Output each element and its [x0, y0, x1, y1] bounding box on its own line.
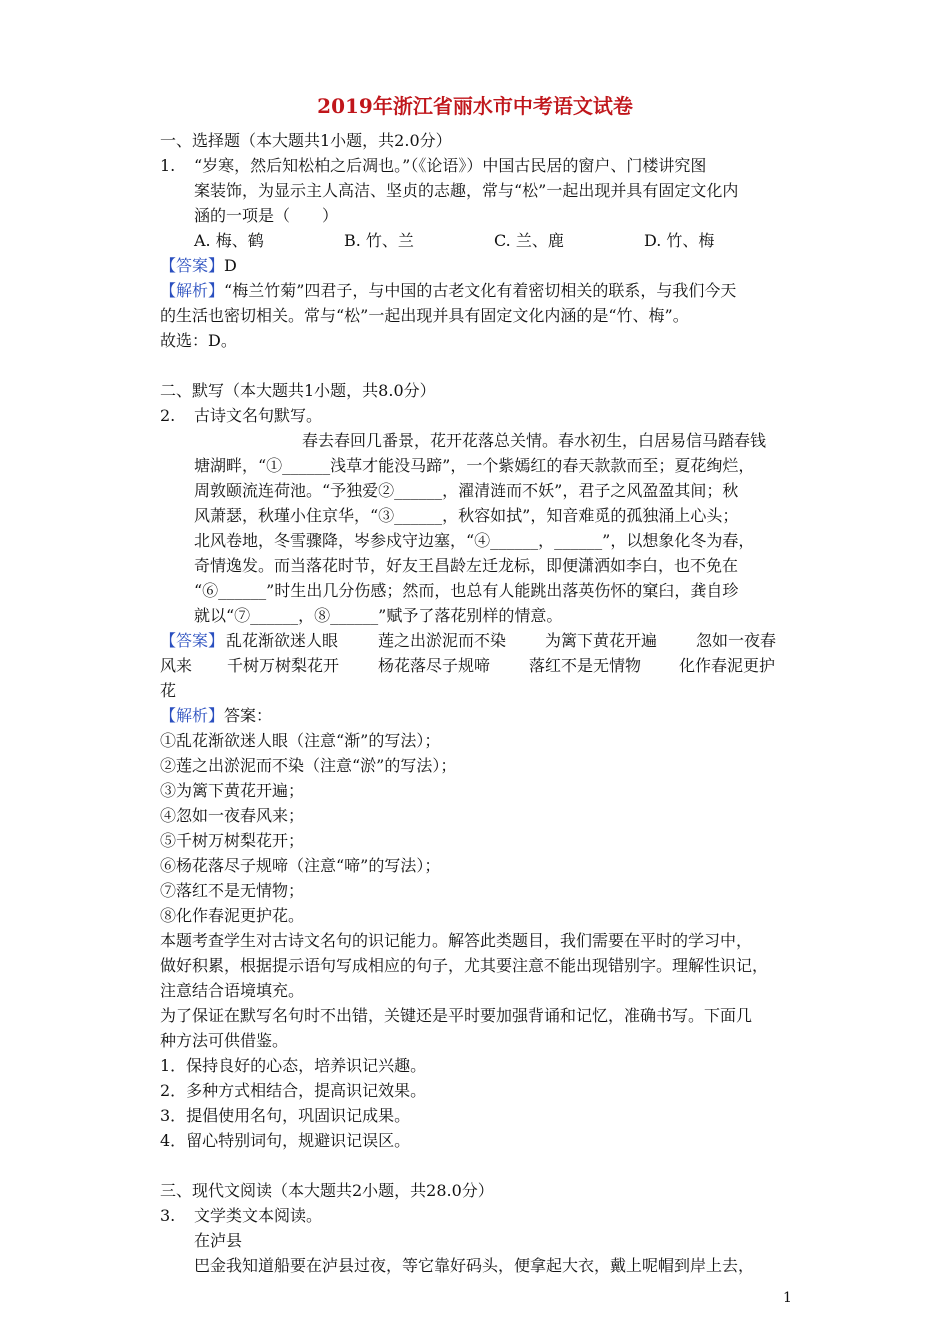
- passage-line: 奇情逸发。而当落花时节，好友王昌龄左迁龙标，即便潇洒如李白，也不免在: [194, 556, 739, 575]
- passage-line: 塘湖畔，“①______浅草才能没马蹄”，一个紫嫣红的春天款款而至；夏花绚烂，: [194, 456, 755, 475]
- passage-line: 风萧瑟，秋瑾小住京华，“③______，秋容如拭”，知音难觅的孤独涌上心头；: [194, 506, 739, 525]
- answer-value: D: [224, 256, 237, 275]
- analysis-tag: 【解析】: [160, 281, 225, 300]
- analysis-text: 答案：: [224, 706, 273, 725]
- analysis-1-line: [160, 280, 736, 302]
- analysis-1-line: 的生活也密切相关。常与“松”一起出现并具有固定文化内涵的是“竹、梅”。: [160, 306, 689, 325]
- analysis-2-line: 注意结合语境填充。: [160, 981, 305, 1000]
- answer-item: 化作春泥更护: [679, 656, 776, 675]
- analysis-2-line: 1．保持良好的心态，培养识记兴趣。: [160, 1056, 427, 1075]
- option-b: B. 竹、兰: [344, 231, 414, 250]
- document-title: 2019年浙江省丽水市中考语文试卷: [317, 94, 633, 118]
- analysis-1-line: 故选：D。: [160, 331, 237, 350]
- answer-item: 落红不是无情物: [529, 656, 642, 675]
- option-c: C. 兰、鹿: [494, 231, 564, 250]
- analysis-2-line: ⑧化作春泥更护花。: [160, 906, 305, 925]
- question-3-number: 3.: [160, 1206, 176, 1225]
- passage-line: “⑥______”时生出几分伤感；然而，也总有人能跳出落英伤怀的窠臼，龚自珍: [194, 581, 739, 600]
- analysis-2-line: ②莲之出淤泥而不染（注意“淤”的写法）；: [160, 756, 457, 775]
- analysis-2-line: 4．留心特别词句，规避识记误区。: [160, 1131, 411, 1150]
- analysis-2-line: 3．提倡使用名句，巩固识记成果。: [160, 1106, 411, 1125]
- analysis-2-line: ⑤千树万树梨花开；: [160, 831, 305, 850]
- answer-item: 风来: [160, 656, 193, 675]
- analysis-2-line: ⑥杨花落尽子规啼（注意“啼”的写法）；: [160, 856, 441, 875]
- analysis-2-line: ①乱花渐欲迷人眼（注意“渐”的写法）；: [160, 731, 441, 750]
- analysis-2-line: ③为篱下黄花开遍；: [160, 781, 305, 800]
- analysis-2-line: 为了保证在默写名句时不出错，关键还是平时要加强背诵和记忆，准确书写。下面几: [160, 1006, 753, 1025]
- analysis-text: “梅兰竹菊”四君子，与中国的古老文化有着密切相关的联系，与我们今天: [224, 281, 737, 300]
- answer-item: 乱花渐欲迷人眼: [226, 631, 339, 650]
- question-1-number: 1.: [160, 156, 176, 175]
- question-2-title: 古诗文名句默写。: [194, 406, 323, 425]
- answer-item: 莲之出淤泥而不染: [378, 631, 507, 650]
- page-number: 1: [783, 1290, 792, 1306]
- question-2-number: 2.: [160, 406, 176, 425]
- section-1-header: 一、选择题（本大题共1小题，共2.0分）: [160, 131, 452, 150]
- passage-line: 就以“⑦______，⑧______”赋予了落花别样的情意。: [194, 606, 563, 625]
- article-line: 巴金我知道船要在泸县过夜，等它靠好码头，便拿起大衣，戴上呢帽到岸上去，: [194, 1256, 755, 1275]
- answer-item: 为篱下黄花开遍: [545, 631, 658, 650]
- option-d: D. 竹、梅: [644, 231, 715, 250]
- analysis-2-line: ④忽如一夜春风来；: [160, 806, 305, 825]
- analysis-2-intro: [160, 705, 272, 727]
- question-1-line: 案装饰，为显示主人高洁、坚贞的志趣，常与“松”一起出现并具有固定文化内: [194, 181, 739, 200]
- answer-2-row: [160, 655, 790, 677]
- option-a: A. 梅、鹤: [194, 231, 264, 250]
- answer-tag: 【答案】: [160, 631, 225, 650]
- analysis-2-line: 做好积累，根据提示语句写成相应的句子，尤其要注意不能出现错别字。理解性识记，: [160, 956, 769, 975]
- passage-line: 春去春回几番景，花开花落总关情。春水初生，白居易信马踏春钱: [302, 431, 767, 450]
- question-1-options: [194, 230, 794, 252]
- answer-tag: 【答案】: [160, 256, 225, 275]
- analysis-2-line: ⑦落红不是无情物；: [160, 881, 305, 900]
- answer-item: 花: [160, 681, 177, 700]
- passage-line: 北风卷地，冬雪骤降，岑参戍守边塞，“④______，______”，以想象化冬为春，: [194, 531, 755, 550]
- answer-2-row: [160, 630, 790, 652]
- analysis-2-line: 2．多种方式相结合，提高识记效果。: [160, 1081, 427, 1100]
- article-title: 在泸县: [194, 1231, 243, 1250]
- question-1-line: “岁寒，然后知松柏之后凋也。”（《论语》）中国古民居的窗户、门楼讲究图: [194, 156, 707, 175]
- answer-item: 杨花落尽子规啼: [378, 656, 491, 675]
- section-3-header: 三、现代文阅读（本大题共2小题，共28.0分）: [160, 1181, 494, 1200]
- question-3-title: 文学类文本阅读。: [194, 1206, 323, 1225]
- question-1-line: 涵的一项是（ ）: [194, 206, 339, 225]
- passage-line: 周敦颐流连荷池。“予独爱②______，濯清涟而不妖”，君子之风盈盈其间；秋: [194, 481, 739, 500]
- analysis-2-line: 本题考查学生对古诗文名句的识记能力。解答此类题目，我们需要在平时的学习中，: [160, 931, 753, 950]
- analysis-2-line: 种方法可供借鉴。: [160, 1031, 289, 1050]
- section-2-header: 二、默写（本大题共1小题，共8.0分）: [160, 381, 436, 400]
- answer-item: 忽如一夜春: [696, 631, 777, 650]
- analysis-tag: 【解析】: [160, 706, 225, 725]
- answer-item: 千树万树梨花开: [227, 656, 340, 675]
- answer-1: [160, 255, 237, 277]
